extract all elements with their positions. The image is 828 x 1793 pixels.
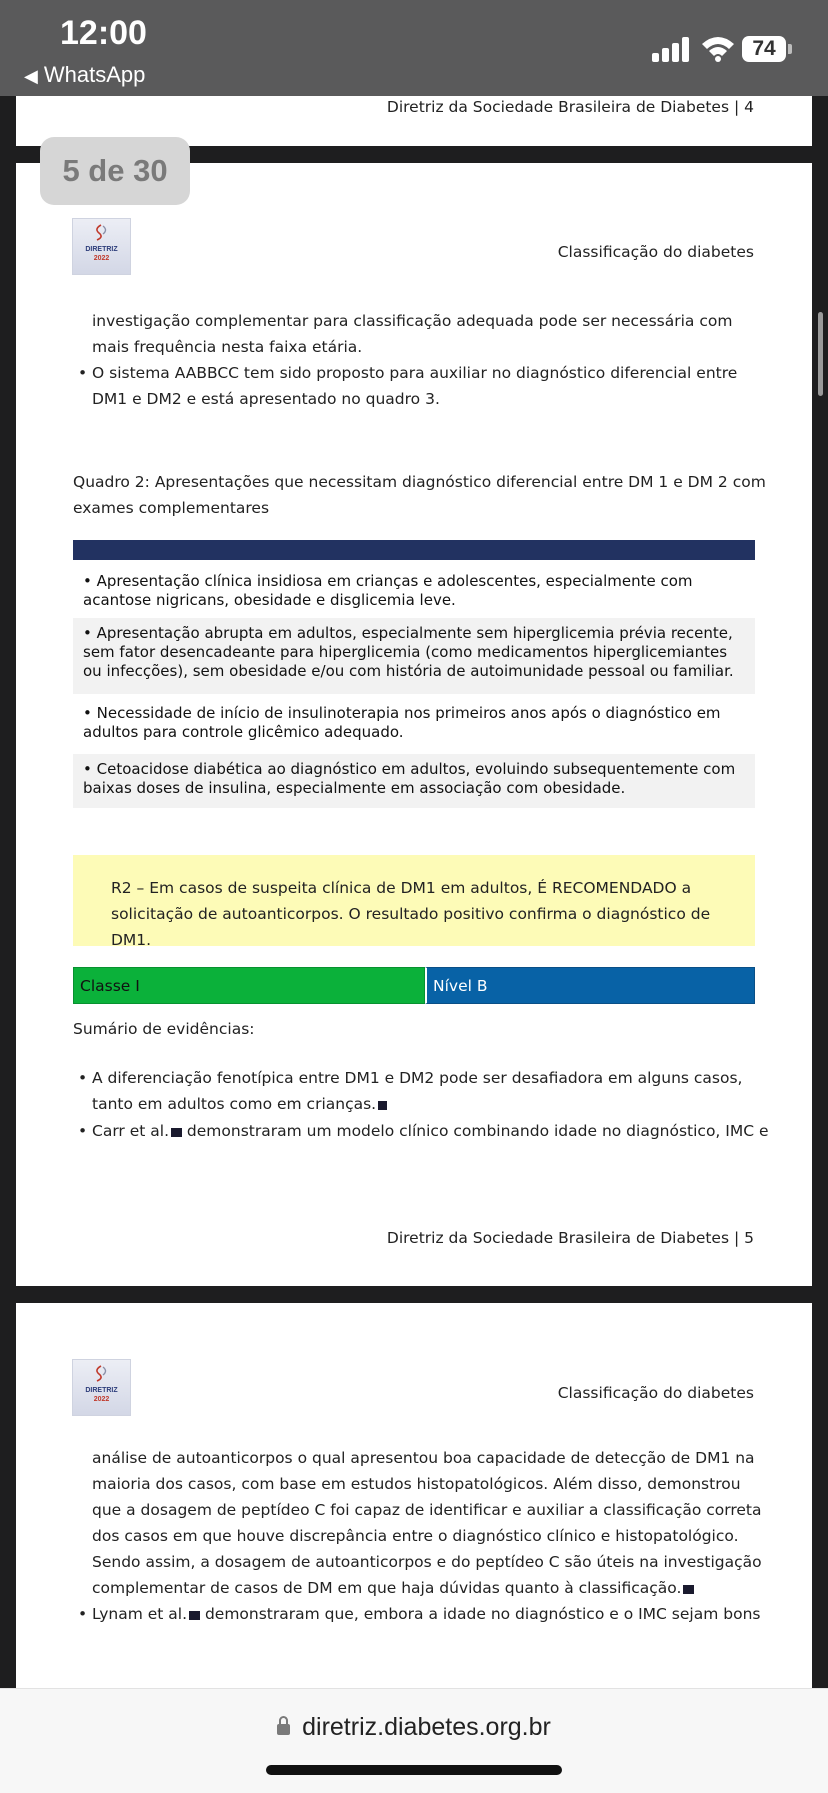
logo-year: 2022 bbox=[93, 1396, 110, 1403]
page-counter: 5 de 30 bbox=[40, 137, 190, 205]
evidence-bullet-1 bbox=[76, 1065, 776, 1117]
evidence-text: A diferenciação fenotípica entre DM1 e DM2 pode ser desafiadora em alguns casos, tanto em adultos como em crianças. bbox=[92, 1069, 743, 1113]
bullet-text: demonstraram que, embora a idade no diagnóstico e o IMC sejam bons bbox=[200, 1605, 761, 1623]
back-to-app-button[interactable] bbox=[24, 62, 145, 88]
reference-marker-icon[interactable] bbox=[378, 1101, 387, 1110]
page-header-title: Classificação do diabetes bbox=[557, 1384, 754, 1402]
battery-tip bbox=[788, 44, 792, 54]
pdf-page-6 bbox=[16, 1303, 812, 1703]
bullet-lynam bbox=[76, 1601, 776, 1627]
page-footer: Diretriz da Sociedade Brasileira de Diabetes | 4 bbox=[386, 98, 754, 116]
recommendation-text: R2 – Em casos de suspeita clínica de DM1 em adultos, É RECOMENDADO a solicitação de autoanticorpos. O resultado positivo confirma o diagnóstico de DM1. bbox=[111, 879, 711, 949]
table-row: • Necessidade de início de insulinoterapia nos primeiros anos após o diagnóstico em adultos para controle glicêmico adequado. bbox=[83, 704, 721, 741]
bullet-aabbcc: • O sistema AABBCC tem sido proposto para auxiliar no diagnóstico diferencial entre DM1 e DM2 e está apresentado no quadro 3. bbox=[76, 360, 776, 412]
recommendation-box bbox=[73, 855, 755, 949]
cellular-signal-icon bbox=[652, 36, 692, 62]
table-row: • Cetoacidose diabética ao diagnóstico em adultos, evoluindo subsequentemente com baixas doses de insulina, especialmente em associação com obesidade. bbox=[73, 754, 755, 808]
continuation-body: análise de autoanticorpos o qual apresentou boa capacidade de detecção de DM1 na maioria dos casos, com base em estudos histopatológicos. Além disso, demonstrou que a dosagem de peptídeo C foi capaz de identificar e auxiliar a classificação correta dos casos em que houve discrepância entre o diagnóstico clínico e histopatológico. Sendo assim, a dosagem de autoanticorpos e do peptídeo C são úteis na investigação complementar de casos de DM em que haja dúvidas quanto à classificação. bbox=[92, 1449, 762, 1597]
evidence-bullet-2 bbox=[76, 1118, 776, 1144]
back-arrow-icon: ◀ bbox=[24, 66, 38, 86]
table-header bbox=[73, 540, 755, 560]
sbd-logo-mark-icon bbox=[91, 1364, 111, 1382]
evidence-level-bar bbox=[73, 967, 755, 1004]
address-bar[interactable] bbox=[0, 1713, 828, 1742]
logo-year: 2022 bbox=[93, 255, 110, 262]
reference-marker-icon[interactable] bbox=[683, 1585, 694, 1594]
home-indicator[interactable] bbox=[266, 1765, 562, 1775]
pdf-page-5 bbox=[16, 163, 812, 1286]
logo-text: DIRETRIZ bbox=[85, 1387, 118, 1394]
status-bar bbox=[0, 0, 828, 96]
reference-marker-icon[interactable] bbox=[189, 1611, 200, 1620]
sbd-logo-mark-icon bbox=[91, 223, 111, 241]
scrollbar-thumb[interactable] bbox=[818, 312, 823, 396]
continuation-text bbox=[92, 1445, 772, 1601]
browser-bottom-bar bbox=[0, 1688, 828, 1793]
table-row: • Apresentação abrupta em adultos, especialmente sem hiperglicemia prévia recente, sem fator desencadeante para hiperglicemia (como medicamentos hiperglicemiantes ou infecções), sem obesidade e/ou com história de autoimunidade pessoal ou familiar. bbox=[73, 618, 755, 694]
author-citation: Lynam et al. bbox=[92, 1605, 188, 1623]
url-text: diretriz.diabetes.org.br bbox=[302, 1713, 551, 1741]
class-label: Classe I bbox=[73, 967, 425, 1004]
table-row: • Apresentação clínica insidiosa em crianças e adolescentes, especialmente com acantose nigricans, obesidade e disglicemia leve. bbox=[83, 572, 693, 609]
wifi-icon bbox=[700, 34, 736, 62]
diretriz-logo bbox=[72, 218, 131, 275]
evidence-text: demonstraram um modelo clínico combinando idade no diagnóstico, IMC e bbox=[182, 1122, 769, 1140]
summary-title: Sumário de evidências: bbox=[73, 1020, 255, 1038]
logo-text: DIRETRIZ bbox=[85, 246, 118, 253]
level-label: Nível B bbox=[425, 967, 755, 1004]
continuation-text: investigação complementar para classificação adequada pode ser necessária com mais frequência nesta faixa etária. bbox=[92, 312, 733, 356]
lock-icon bbox=[277, 1724, 290, 1735]
table-caption: Quadro 2: Apresentações que necessitam diagnóstico diferencial entre DM 1 e DM 2 com exames complementares bbox=[73, 473, 766, 517]
page-footer: Diretriz da Sociedade Brasileira de Diabetes | 5 bbox=[386, 1229, 754, 1247]
page-header-title: Classificação do diabetes bbox=[557, 243, 754, 261]
back-app-label: WhatsApp bbox=[43, 62, 146, 87]
diretriz-logo bbox=[72, 1359, 131, 1416]
clock: 12:00 bbox=[60, 14, 147, 52]
author-citation: Carr et al. bbox=[92, 1122, 169, 1140]
reference-marker-icon[interactable] bbox=[171, 1128, 182, 1137]
battery-icon: 74 bbox=[742, 36, 786, 62]
